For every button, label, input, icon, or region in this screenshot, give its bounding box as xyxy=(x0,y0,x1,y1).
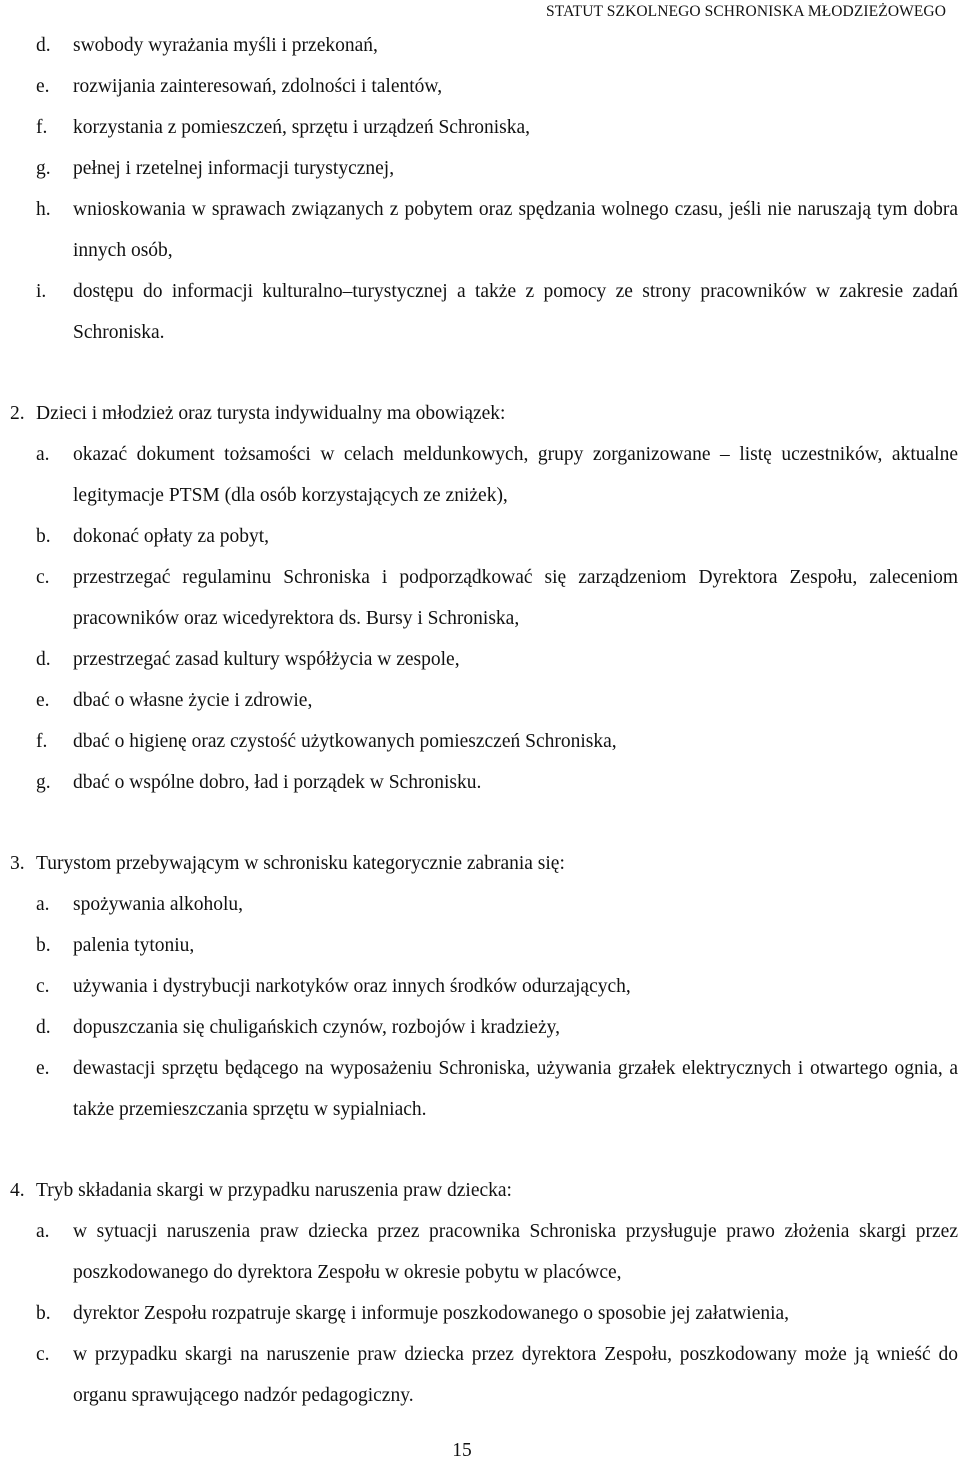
item-letter: d. xyxy=(36,35,51,56)
section-number: 3. xyxy=(10,853,25,874)
item-text: korzystania z pomieszczeń, sprzętu i urządzeń Schroniska, xyxy=(73,117,530,138)
item-text: w przypadku skargi na naruszenie praw dziecka przez dyrektora Zespołu, poszkodowany może ją wnieść do organu sprawującego nadzór pedagogiczny. xyxy=(73,1344,958,1406)
list-item xyxy=(36,189,958,271)
list-item xyxy=(36,271,958,353)
item-letter: d. xyxy=(36,649,51,670)
item-letter: b. xyxy=(36,935,51,956)
section-number: 4. xyxy=(10,1180,25,1201)
list-item xyxy=(36,66,958,107)
item-text: dewastacji sprzętu będącego na wyposażeniu Schroniska, używania grzałek elektrycznych i otwartego ognia, a także przemieszczania sprzętu w sypialniach. xyxy=(73,1058,958,1120)
list-item xyxy=(36,1007,958,1048)
list-item xyxy=(36,966,958,1007)
item-letter: g. xyxy=(36,772,51,793)
list-item xyxy=(36,1211,958,1293)
item-text: dbać o higienę oraz czystość użytkowanych pomieszczeń Schroniska, xyxy=(73,731,617,752)
item-letter: e. xyxy=(36,1058,50,1079)
list-item xyxy=(36,1293,958,1334)
list-item xyxy=(36,639,958,680)
item-text: pełnej i rzetelnej informacji turystycznej, xyxy=(73,158,395,179)
item-letter: e. xyxy=(36,690,50,711)
section-title: Dzieci i młodzież oraz turysta indywidualny ma obowiązek: xyxy=(36,403,506,424)
section-title: Tryb składania skargi w przypadku naruszenia praw dziecka: xyxy=(36,1180,512,1201)
item-text: swobody wyrażania myśli i przekonań, xyxy=(73,35,378,56)
item-text: przestrzegać zasad kultury współżycia w zespole, xyxy=(73,649,460,670)
item-text: w sytuacji naruszenia praw dziecka przez pracownika Schroniska przysługuje prawo złożenia skargi przez poszkodowanego do dyrektora Zespołu w okresie pobytu w placówce, xyxy=(73,1221,958,1283)
item-letter: a. xyxy=(36,1221,50,1242)
item-text: rozwijania zainteresowań, zdolności i talentów, xyxy=(73,76,443,97)
item-letter: i. xyxy=(36,281,47,302)
item-letter: c. xyxy=(36,1344,50,1365)
list-item xyxy=(36,107,958,148)
item-text: dostępu do informacji kulturalno–turystycznej a także z pomocy ze strony pracowników w zakresie zadań Schroniska. xyxy=(73,281,958,343)
item-text: palenia tytoniu, xyxy=(73,935,195,956)
item-text: dbać o własne życie i zdrowie, xyxy=(73,690,313,711)
list-item xyxy=(36,1048,958,1130)
item-text: używania i dystrybucji narkotyków oraz innych środków odurzających, xyxy=(73,976,631,997)
list-item xyxy=(36,25,958,66)
list-item xyxy=(36,762,958,803)
list-item xyxy=(36,1334,958,1416)
document-header: STATUT SZKOLNEGO SCHRONISKA MŁODZIEŻOWEGO xyxy=(546,3,946,20)
list-item xyxy=(36,721,958,762)
section-title: Turystom przebywającym w schronisku kategorycznie zabrania się: xyxy=(36,853,565,874)
item-letter: c. xyxy=(36,567,50,588)
item-letter: g. xyxy=(36,158,51,179)
item-text: dbać o wspólne dobro, ład i porządek w Schronisku. xyxy=(73,772,482,793)
item-text: wnioskowania w sprawach związanych z pobytem oraz spędzania wolnego czasu, jeśli nie naruszają tym dobra innych osób, xyxy=(73,199,958,261)
list-item xyxy=(36,434,958,516)
item-letter: a. xyxy=(36,894,50,915)
page-footer xyxy=(0,1440,960,1462)
list-item xyxy=(36,884,958,925)
item-text: okazać dokument tożsamości w celach meldunkowych, grupy zorganizowane – listę uczestników, aktualne legitymacje PTSM (dla osób korzystających ze zniżek), xyxy=(73,444,958,506)
list-item xyxy=(36,680,958,721)
item-text: dokonać opłaty za pobyt, xyxy=(73,526,270,547)
list-item xyxy=(36,516,958,557)
item-letter: f. xyxy=(36,117,48,138)
item-letter: f. xyxy=(36,731,48,752)
item-letter: b. xyxy=(36,526,51,547)
item-letter: e. xyxy=(36,76,50,97)
list-item xyxy=(36,148,958,189)
item-letter: d. xyxy=(36,1017,51,1038)
list-item xyxy=(36,925,958,966)
item-text: spożywania alkoholu, xyxy=(73,894,244,915)
item-letter: a. xyxy=(36,444,50,465)
item-text: dopuszczania się chuligańskich czynów, rozbojów i kradzieży, xyxy=(73,1017,560,1038)
section-number: 2. xyxy=(10,403,25,424)
item-text: przestrzegać regulaminu Schroniska i podporządkować się zarządzeniom Dyrektora Zespołu, zaleceniom pracowników oraz wicedyrektora ds. Bursy i Schroniska, xyxy=(73,567,958,629)
page-number: 15 xyxy=(452,1440,472,1461)
item-letter: b. xyxy=(36,1303,51,1324)
item-letter: h. xyxy=(36,199,51,220)
item-text: dyrektor Zespołu rozpatruje skargę i informuje poszkodowanego o sposobie jej załatwienia, xyxy=(73,1303,790,1324)
list-item xyxy=(36,557,958,639)
item-letter: c. xyxy=(36,976,50,997)
